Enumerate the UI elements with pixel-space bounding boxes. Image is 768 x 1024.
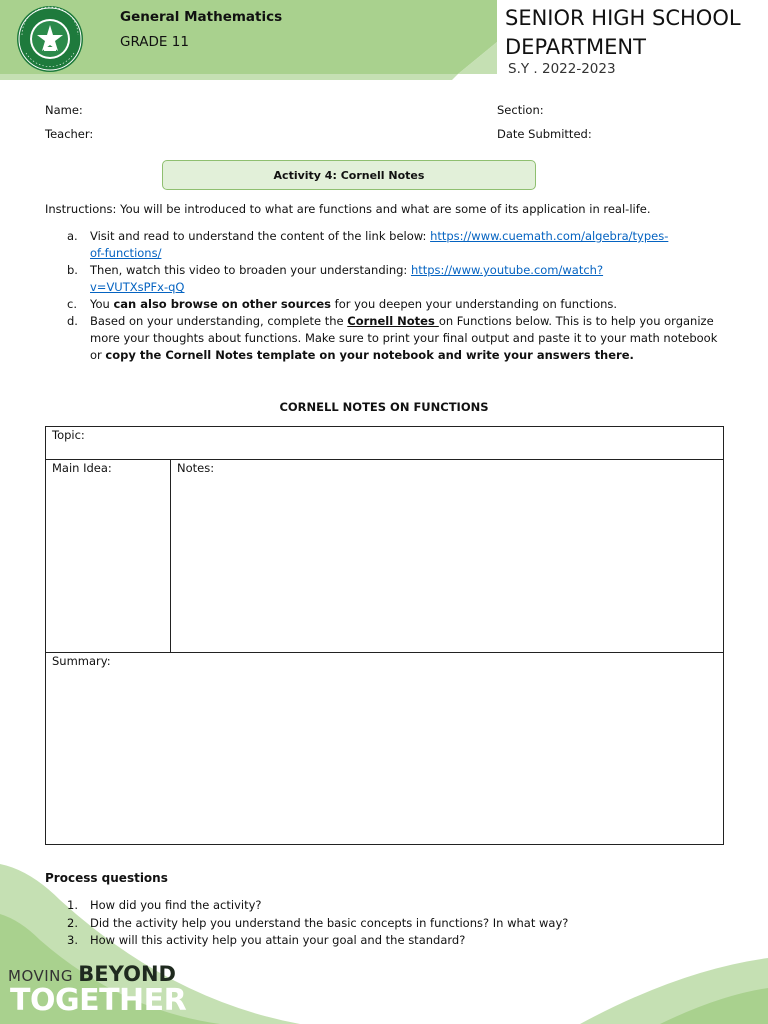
- list-item-text: for you deepen your understanding on functions.: [331, 297, 618, 311]
- date-submitted-label: Date Submitted:: [497, 127, 592, 141]
- activity-title-box: [162, 160, 536, 190]
- list-marker: b.: [67, 263, 78, 277]
- list-item: [45, 897, 568, 915]
- list-item-text: on Functions below. This is to help you organize more your thoughts about functions. Make sure to print your final output and paste it to your math notebook or: [90, 314, 718, 362]
- question-text: How will this activity help you attain your goal and the standard?: [90, 933, 466, 947]
- cornell-notes-title: CORNELL NOTES ON FUNCTIONS: [279, 400, 489, 414]
- grade-level: GRADE 11: [120, 34, 189, 50]
- topic-cell[interactable]: [45, 426, 724, 460]
- process-questions-title: Process questions: [45, 871, 168, 885]
- motto-big-text: BEYOND: [78, 962, 176, 986]
- list-item: [45, 262, 725, 296]
- list-item-text: Visit and read to understand the content of the link below:: [90, 229, 431, 243]
- list-item: [45, 915, 568, 933]
- emphasis-text: copy the Cornell Notes template on your notebook and write your answers there.: [105, 348, 634, 362]
- list-item-text: Based on your understanding, complete the: [90, 314, 348, 328]
- list-item: [45, 932, 568, 950]
- list-marker: d.: [67, 314, 78, 328]
- motto-small-text: MOVING: [8, 967, 79, 985]
- process-questions-list: [45, 897, 568, 950]
- main-idea-label: Main Idea:: [52, 461, 112, 475]
- motto-line2: TOGETHER: [10, 983, 187, 1018]
- subject-title: General Mathematics: [120, 9, 283, 25]
- list-marker: 2.: [67, 915, 78, 930]
- teacher-label: Teacher:: [45, 127, 94, 141]
- name-label: Name:: [45, 103, 83, 117]
- list-item: [45, 228, 725, 262]
- emphasis-text: can also browse on other sources: [113, 297, 331, 311]
- list-item: [45, 313, 725, 364]
- notes-cell[interactable]: [170, 459, 724, 653]
- main-idea-cell[interactable]: [45, 459, 171, 653]
- list-marker: a.: [67, 229, 78, 243]
- emphasis-text: Cornell Notes: [347, 314, 439, 328]
- list-item: [45, 296, 725, 313]
- summary-cell[interactable]: [45, 652, 724, 845]
- list-item-text: You: [90, 297, 114, 311]
- cuemath-link[interactable]: https://www.cuemath.com/algebra/types- of-functions/: [90, 229, 669, 260]
- department-title-line1: SENIOR HIGH SCHOOL: [505, 6, 741, 30]
- instructions-list: [45, 228, 725, 364]
- question-text: Did the activity help you understand the basic concepts in functions? In what way?: [90, 915, 569, 930]
- section-label: Section:: [497, 103, 544, 117]
- notes-label: Notes:: [177, 461, 215, 475]
- school-year: S.Y . 2022-2023: [508, 61, 616, 77]
- activity-title: Activity 4: Cornell Notes: [273, 168, 425, 182]
- list-marker: 3.: [67, 933, 78, 947]
- instructions-intro: Instructions: You will be introduced to what are functions and what are some of its application in real-life.: [45, 202, 651, 216]
- list-marker: c.: [67, 297, 77, 311]
- youtube-link[interactable]: https://www.youtube.com/watch? v=VUTXsPFx-qQ: [90, 263, 604, 294]
- summary-label: Summary:: [52, 654, 111, 668]
- list-marker: 1.: [67, 898, 78, 912]
- department-title-line2: DEPARTMENT: [505, 35, 646, 59]
- list-item-text: Then, watch this video to broaden your understanding:: [90, 263, 411, 277]
- topic-label: Topic:: [52, 428, 85, 442]
- question-text: How did you find the activity?: [90, 898, 262, 912]
- school-seal-logo: [14, 5, 86, 73]
